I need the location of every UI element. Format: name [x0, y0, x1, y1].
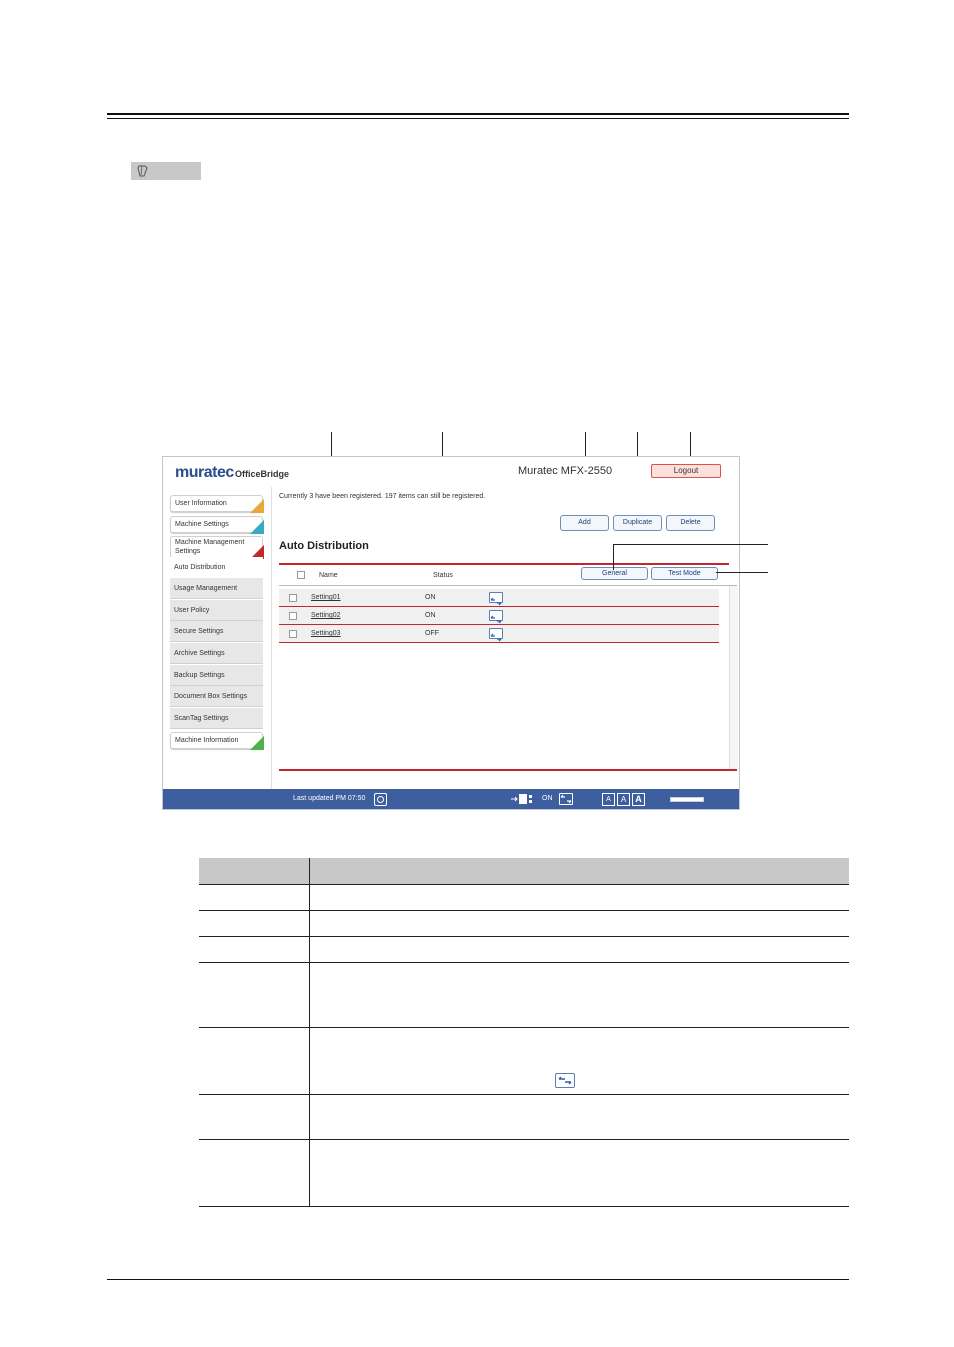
table-row-line [199, 1139, 849, 1140]
callout-test-mode [716, 572, 768, 573]
column-header-name[interactable]: Name [319, 572, 338, 579]
table-row-line [199, 1206, 849, 1207]
table-row-line [199, 1094, 849, 1095]
scrollbar[interactable] [729, 586, 738, 769]
status-footer [163, 789, 739, 809]
sidebar-item-user-policy[interactable]: User Policy [170, 600, 263, 621]
machine-name: Muratec MFX-2550 [518, 465, 613, 477]
last-updated: Last updated PM 07:50 [293, 795, 366, 802]
setting-status: ON [425, 594, 436, 601]
callout-general [613, 544, 768, 545]
table-row[interactable] [279, 607, 719, 625]
sidebar-item-label: Machine Information [175, 737, 239, 744]
text-size-medium[interactable]: A [617, 793, 630, 806]
add-button[interactable]: Add [560, 515, 609, 531]
test-mode-button[interactable]: Test Mode [651, 567, 718, 580]
sidebar-item-label: Machine Management Settings [175, 539, 245, 555]
header-rule-thin [107, 118, 849, 119]
page-title: Auto Distribution [279, 540, 369, 552]
table-row-line [199, 1027, 849, 1028]
corner-accent-icon [250, 520, 264, 534]
setting-name-link[interactable]: Setting01 [311, 594, 341, 601]
table-row-line [199, 962, 849, 963]
table-row-line [199, 884, 849, 885]
settings-list [279, 589, 727, 769]
sidebar-item-machine-management-settings[interactable] [170, 536, 263, 558]
swap-arrows-icon[interactable] [489, 592, 503, 603]
corner-accent-icon [250, 736, 264, 750]
sidebar-item-archive-settings[interactable]: Archive Settings [170, 643, 263, 664]
sidebar-item-backup-settings[interactable]: Backup Settings [170, 665, 263, 686]
swap-arrows-icon[interactable] [559, 793, 573, 805]
swap-arrows-icon [555, 1073, 575, 1088]
logout-button[interactable]: Logout [651, 464, 721, 478]
pencil-note-icon [136, 164, 150, 178]
setting-name-link[interactable]: Setting02 [311, 612, 341, 619]
sidebar-item-machine-settings[interactable] [170, 516, 263, 533]
table-row[interactable] [279, 625, 719, 643]
callout-general-v [613, 544, 614, 570]
sidebar-item-secure-settings[interactable]: Secure Settings [170, 621, 263, 642]
column-header-status[interactable]: Status [433, 572, 453, 579]
row-checkbox[interactable] [289, 594, 297, 602]
refresh-icon[interactable] [374, 793, 387, 806]
sidebar-item-document-box-settings[interactable]: Document Box Settings [170, 686, 263, 707]
heading-divider [279, 563, 729, 565]
text-size-small[interactable]: A [602, 793, 615, 806]
top-bar [163, 457, 739, 487]
table-header [199, 858, 849, 884]
row-checkbox[interactable] [289, 630, 297, 638]
delete-button[interactable]: Delete [666, 515, 715, 531]
text-size-large[interactable]: A [632, 793, 645, 806]
select-all-checkbox[interactable] [297, 571, 305, 579]
row-checkbox[interactable] [289, 612, 297, 620]
registration-info: Currently 3 have been registered. 197 items can still be registered. [279, 493, 486, 500]
header-rule [107, 113, 849, 115]
swap-arrows-icon[interactable] [489, 628, 503, 639]
officebridge-logo: OfficeBridge [235, 469, 290, 479]
note-badge [131, 162, 201, 180]
app-screenshot [162, 456, 740, 810]
sidebar-item-scantag-settings[interactable]: ScanTag Settings [170, 708, 263, 729]
table-row-line [199, 936, 849, 937]
sidebar-item-label: User Information [175, 500, 227, 507]
corner-accent-icon [250, 499, 264, 513]
table-row-line [199, 910, 849, 911]
sidebar [163, 487, 272, 789]
sidebar-item-usage-management[interactable]: Usage Management [170, 578, 263, 599]
distribution-status: ON [542, 795, 553, 802]
zoom-slider[interactable] [670, 797, 704, 802]
sidebar-item-user-information[interactable] [170, 495, 263, 512]
table-row[interactable] [279, 589, 719, 607]
muratec-logo: muratec [175, 464, 234, 481]
setting-name-link[interactable]: Setting03 [311, 630, 341, 637]
general-button[interactable]: General [581, 567, 648, 580]
sidebar-item-auto-distribution[interactable]: Auto Distribution [170, 557, 263, 578]
sidebar-item-machine-information[interactable] [170, 732, 263, 749]
setting-status: ON [425, 612, 436, 619]
duplicate-button[interactable]: Duplicate [613, 515, 662, 531]
swap-arrows-icon[interactable] [489, 610, 503, 621]
sidebar-item-label: Machine Settings [175, 521, 229, 528]
bottom-divider [279, 769, 737, 771]
footer-rule [107, 1279, 849, 1280]
machine-connection-icon [511, 793, 533, 805]
main-panel [271, 487, 739, 789]
setting-status: OFF [425, 630, 439, 637]
header-divider [279, 585, 737, 586]
